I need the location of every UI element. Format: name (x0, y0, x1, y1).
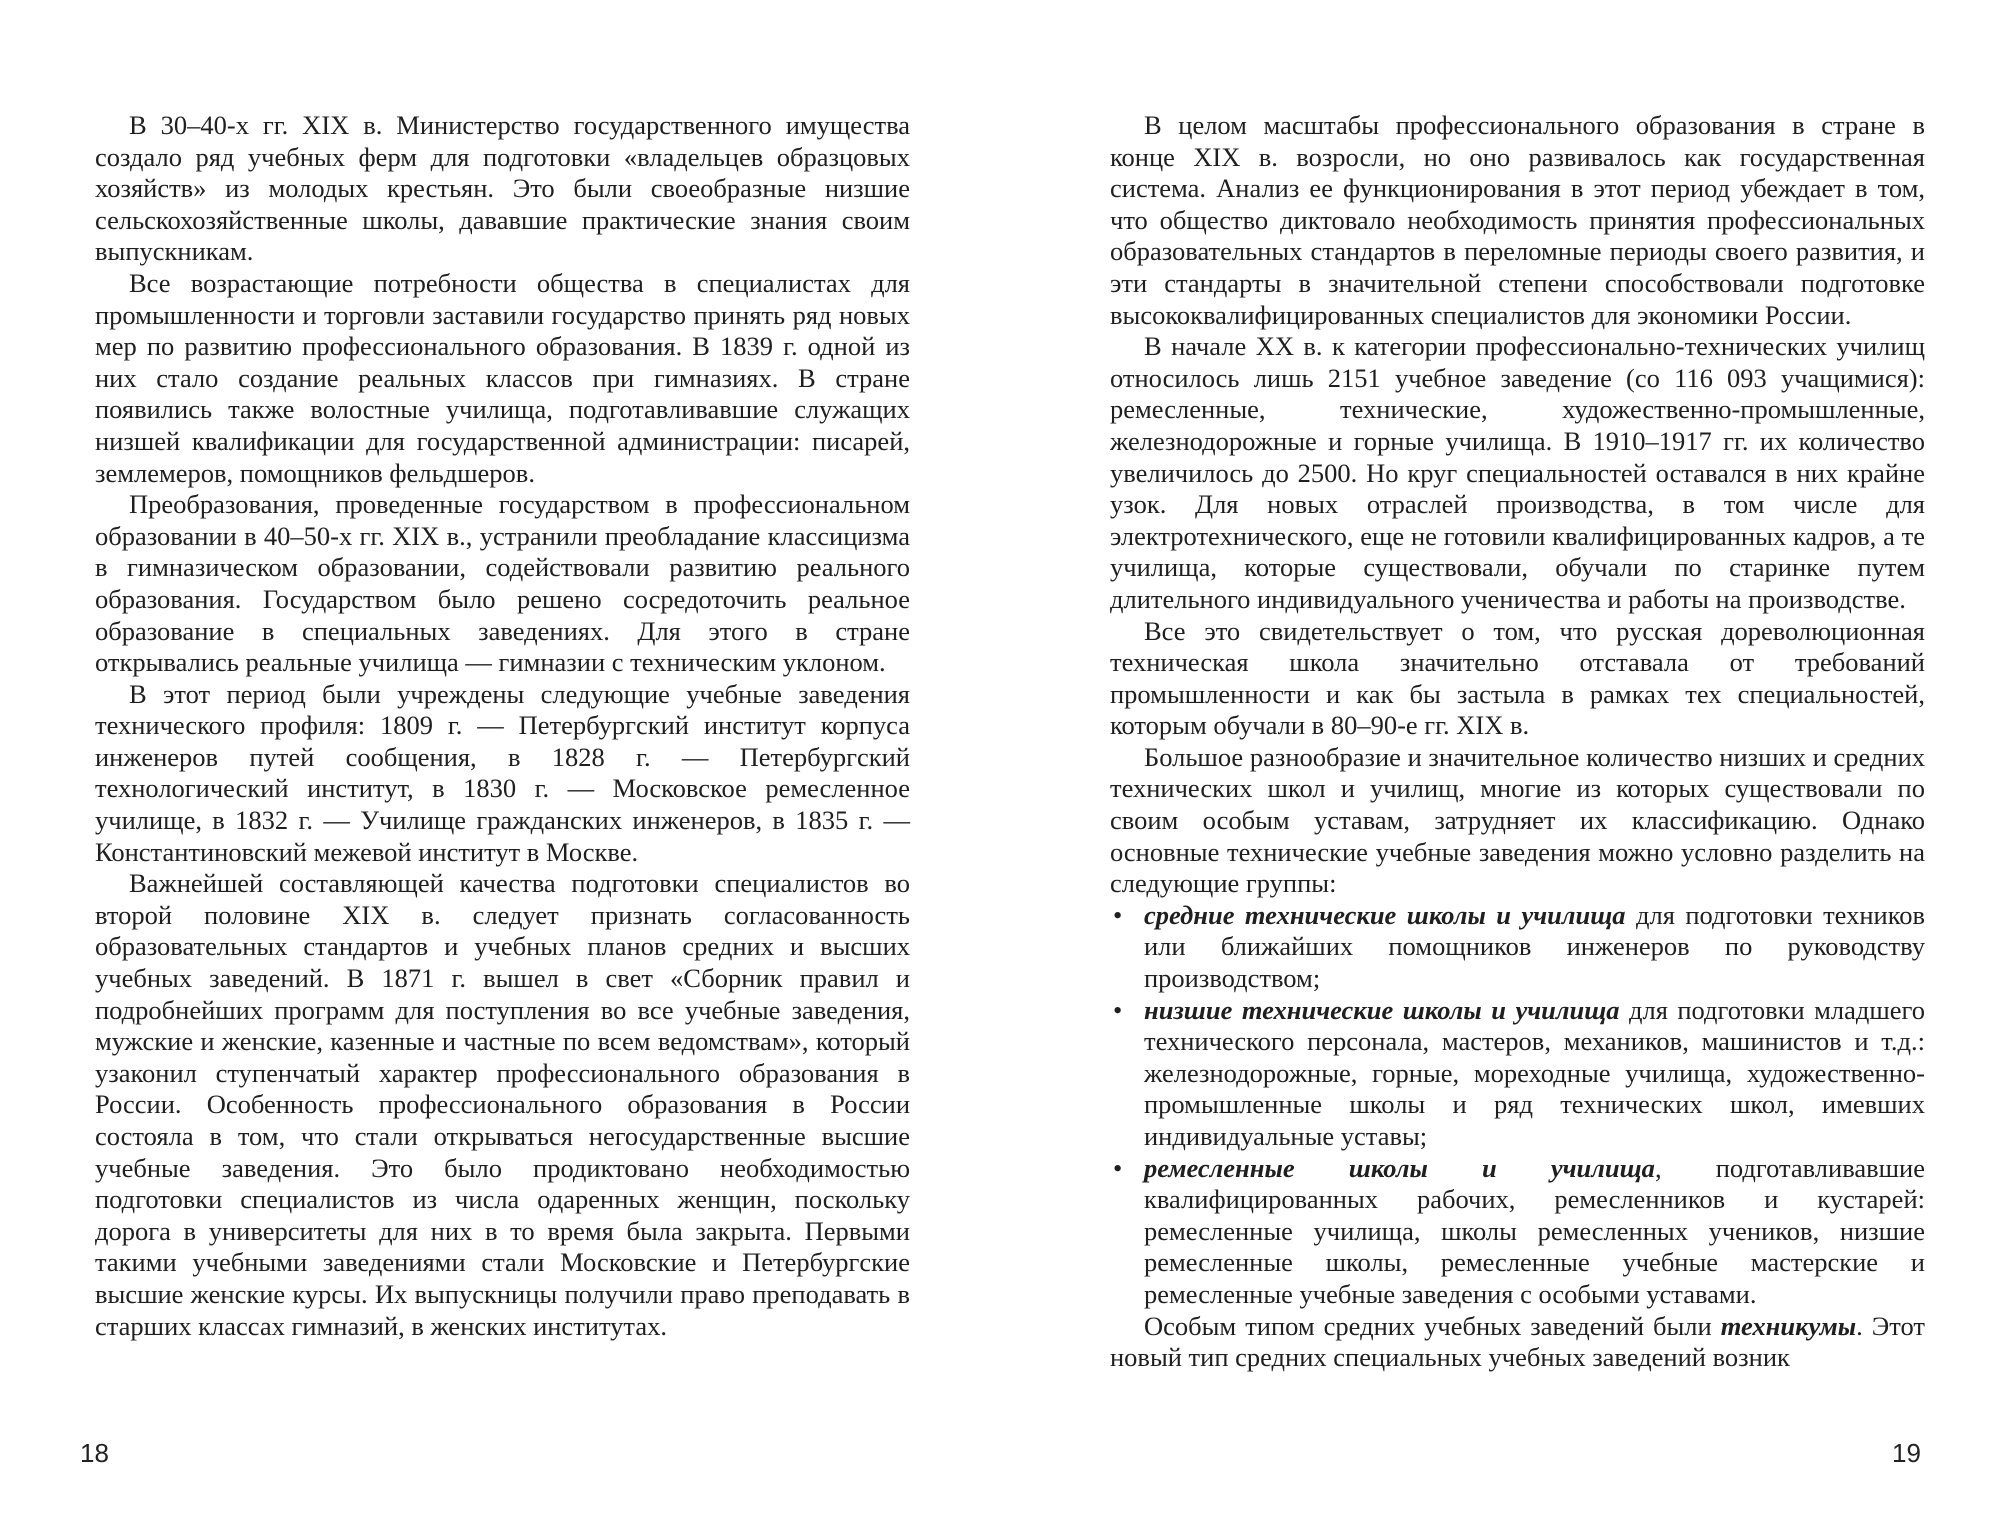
list-term: средние технические школы и училища (1144, 899, 1626, 930)
paragraph: В начале XX в. к категории профессионально-технических училищ относилось лишь 2151 учебное заведение (со 116 093 учащимися): ремесленные, технические, художественно-промышленные, железнодорожные и горные училища. В 1910–1917 гг. их количество увеличилось до 2500. Но круг специальностей оставался в них крайне узок. Для новых отраслей производства, в том числе для электротехнического, еще не готовили квалифицированных кадров, а те училища, которые существовали, обучали по старинке путем длительного индивидуального ученичества и работы на производстве. (1110, 331, 1925, 614)
paragraph: В целом масштабы профессионального образования в стране в конце XIX в. возросли, но оно развивалось как государственная система. Анализ ее функционирования в этот период убеждает в том, что общество диктовало необходимость принятия профессиональных образовательных стандартов в переломные периоды своего развития, и эти стандарты в значительной степени способствовали подготовке высококвалифицированных специалистов для экономики России. (1110, 110, 1925, 330)
left-page-text (95, 110, 910, 1342)
list-text: для подготовки младшего технического персонала, мастеров, механиков, машинистов и т.д.: железнодорожные, горные, мореходные училища, художественно-промышленные школы и ряд технических школ, имевших индивидуальные уставы; (1144, 994, 1925, 1151)
bullet-icon: • (1113, 899, 1123, 930)
term-technikums: техникумы (1720, 1310, 1857, 1341)
classification-list (1110, 900, 1925, 1311)
bullet-icon: • (1113, 1152, 1123, 1183)
page-number-right: 19 (1892, 1438, 1921, 1468)
right-page-text (1110, 110, 1925, 1374)
paragraph-text: . Этот новый тип средних специальных учебных заведений возник (1110, 1310, 1925, 1373)
list-item (1110, 995, 1925, 1153)
paragraph: Преобразования, проведенные государством в профессиональном образовании в 40–50-х гг. XIX в., устранили преобладание классицизма в гимназическом образовании, содействовали развитию реального образования. Государством было решено сосредоточить реальное образование в специальных заведениях. Для этого в стране открывались реальные училища — гимназии с техническим уклоном. (95, 489, 910, 678)
paragraph: Все это свидетельствует о том, что русская дореволюционная техническая школа значительно отставала от требований промышленности и как бы застыла в рамках тех специальностей, которым обучали в 80–90-е гг. XIX в. (1110, 615, 1925, 741)
list-item (1110, 900, 1925, 995)
paragraph: В 30–40-х гг. XIX в. Министерство государственного имущества создало ряд учебных ферм для подготовки «владельцев образцовых хозяйств» из молодых крестьян. Это были своеобразные низшие сельскохозяйственные школы, дававшие практические знания своим выпускникам. (95, 110, 910, 267)
paragraph: Большое разнообразие и значительное количество низших и средних технических школ и училищ, многие из которых существовали по своим особым уставам, затрудняет их классификацию. Однако основные технические учебные заведения можно условно разделить на следующие группы: (1110, 741, 1925, 899)
paragraph: В этот период были учреждены следующие учебные заведения технического профиля: 1809 г. — Петербургский институт корпуса инженеров путей сообщения, в 1828 г. — Петербургский технологический институт, в 1830 г. — Московское ремесленное училище, в 1832 г. — Училище гражданских инженеров, в 1835 г. — Константиновский межевой институт в Москве. (95, 678, 910, 867)
paragraph-text: Особым типом средних учебных заведений были (1144, 1310, 1721, 1341)
list-item (1110, 1153, 1925, 1311)
list-term: ремесленные школы и училища (1144, 1152, 1655, 1183)
list-text: для подготовки техников или ближайших помощников инженеров по руководству производством; (1144, 899, 1925, 994)
bullet-icon: • (1113, 994, 1123, 1025)
list-term: низшие технические школы и училища (1144, 994, 1620, 1025)
paragraph: Важнейшей составляющей качества подготовки специалистов во второй половине XIX в. следует признать согласованность образовательных стандартов и учебных планов средних и высших учебных заведений. В 1871 г. вышел в свет «Сборник правил и подробнейших программ для поступления во все учебные заведения, мужские и женские, казенные и частные по всем ведомствам», который узаконил ступенчатый характер профессионального образования в России. Особенность профессионального образования в России состояла в том, что стали открываться негосударственные высшие учебные заведения. Это было продиктовано необходимостью подготовки специалистов из числа одаренных женщин, поскольку дорога в университеты для них в то время была закрыта. Первыми такими учебными заведениями стали Московские и Петербургские высшие женские курсы. Их выпускницы получили право преподавать в старших классах гимназий, в женских институтах. (95, 868, 910, 1341)
paragraph: Все возрастающие потребности общества в специалистах для промышленности и торговли заставили государство принять ряд новых мер по развитию профессионального образования. В 1839 г. одной из них стало создание реальных классов при гимназиях. В стране появились также волостные училища, подготавливавшие служащих низшей квалификации для государственной администрации: писарей, землемеров, помощников фельдшеров. (95, 267, 910, 488)
paragraph (1110, 1311, 1925, 1374)
page-number-left: 18 (80, 1438, 109, 1468)
list-text: , подготавливавшие квалифицированных рабочих, ремесленников и кустарей: ремесленные училища, школы ремесленных учеников, низшие ремесленные школы, ремесленные учебные мастерские и ремесленные учебные заведения с особыми уставами. (1144, 1152, 1925, 1309)
